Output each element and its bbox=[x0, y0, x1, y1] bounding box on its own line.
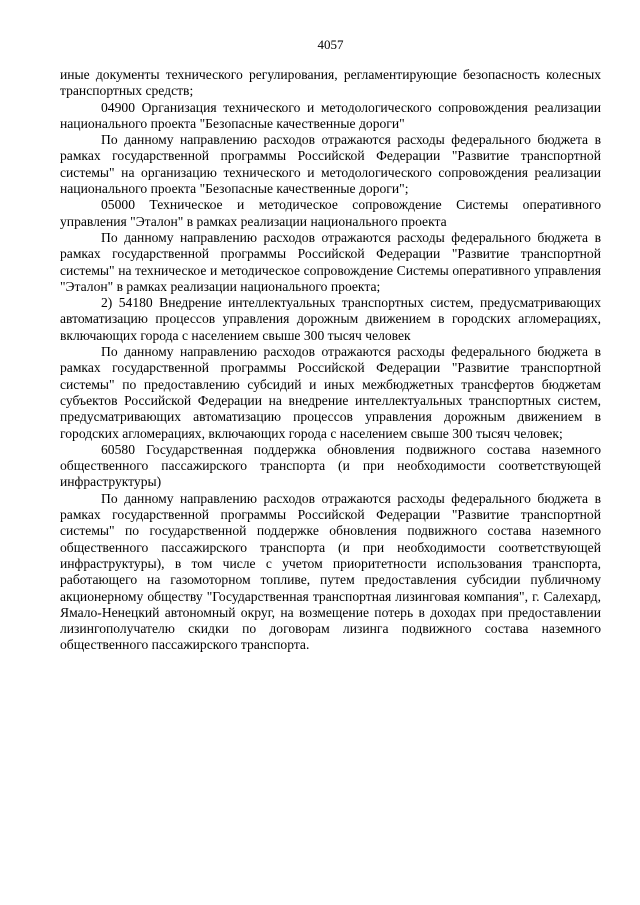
paragraph-heading-04900: 04900 Организация технического и методологического сопровождения реализации национального проекта "Безопасные качественные дороги" bbox=[60, 99, 601, 131]
paragraph-heading-05000: 05000 Техническое и методическое сопровождение Системы оперативного управления "Эталон" в рамках реализации национального проекта bbox=[60, 197, 601, 229]
paragraph-description: По данному направлению расходов отражаются расходы федерального бюджета в рамках государственной программы Российской Федерации "Развитие транспортной системы" по предоставлению субсидий и иных межбюджетных трансфертов бюджетам субъектов Российской Федерации на внедрение интеллектуальных транспортных систем, предусматривающих автоматизацию процессов управления дорожным движением в городских агломерациях, включающих города с населением свыше 300 тысяч человек; bbox=[60, 344, 601, 441]
paragraph-description: По данному направлению расходов отражаются расходы федерального бюджета в рамках государственной программы Российской Федерации "Развитие транспортной системы" по государственной поддержке обновления подвижного состава наземного общественного пассажирского транспорта (и при необходимости соответствующей инфраструктуры), в том числе с учетом приоритетности использования транспорта, работающего на газомоторном топливе, путем предоставления субсидии публичному акционерному обществу "Государственная транспортная лизинговая компания", г. Салехард, Ямало-Ненецкий автономный округ, на возмещение потерь в доходах при предоставлении лизингополучателю скидки по договорам лизинга подвижного состава наземного общественного пассажирского транспорта. bbox=[60, 490, 601, 653]
document-body bbox=[60, 67, 601, 654]
paragraph-description: По данному направлению расходов отражаются расходы федерального бюджета в рамках государственной программы Российской Федерации "Развитие транспортной системы" на техническое и методическое сопровождение Системы оперативного управления "Эталон" в рамках реализации национального проекта; bbox=[60, 229, 601, 294]
page-number: 4057 bbox=[317, 37, 344, 52]
paragraph-heading-60580: 60580 Государственная поддержка обновления подвижного состава наземного общественного пассажирского транспорта (и при необходимости соответствующей инфраструктуры) bbox=[60, 441, 601, 490]
document-page bbox=[60, 0, 601, 905]
paragraph-description: По данному направлению расходов отражаются расходы федерального бюджета в рамках государственной программы Российской Федерации "Развитие транспортной системы" на организацию технического и методологического сопровождения реализации национального проекта "Безопасные качественные дороги"; bbox=[60, 132, 601, 197]
paragraph-heading-54180: 2) 54180 Внедрение интеллектуальных транспортных систем, предусматривающих автоматизацию процессов управления дорожным движением в городских агломерациях, включающих города с населением свыше 300 тысяч человек bbox=[60, 295, 601, 343]
paragraph-continuation: иные документы технического регулирования, регламентирующие безопасность колесных транспортных средств; bbox=[60, 67, 601, 99]
